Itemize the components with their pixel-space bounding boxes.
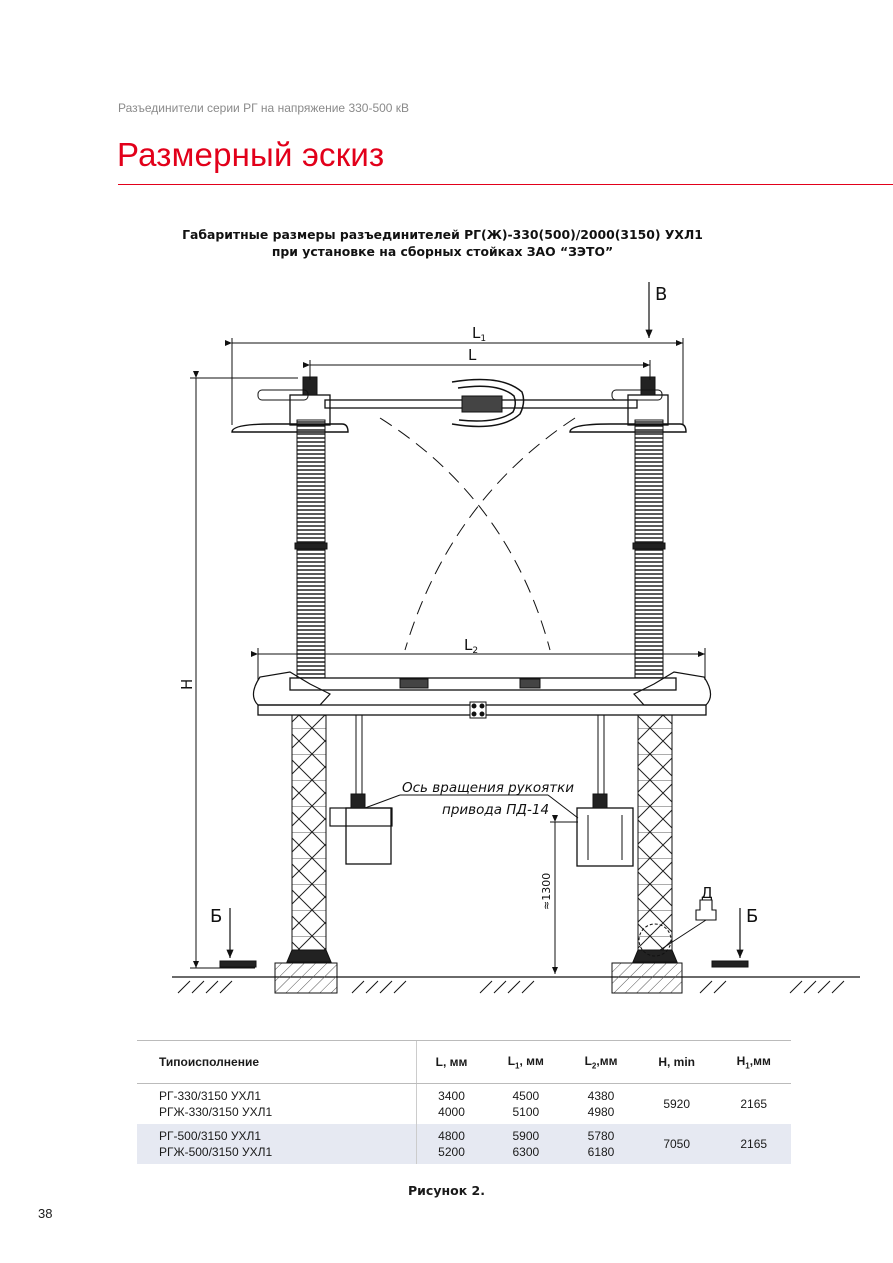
l-cell: 4800 5200 (416, 1124, 486, 1164)
type-cell: РГ-500/3150 УХЛ1 РГЖ-500/3150 УХЛ1 (137, 1124, 416, 1164)
drive-box-left (346, 808, 391, 864)
insulator-left-lower (297, 548, 325, 678)
label-section-left: Б (210, 906, 223, 927)
page-number: 38 (38, 1206, 53, 1221)
label-detail-d: Д (701, 884, 713, 902)
header-type: Типоисполнение (137, 1041, 416, 1084)
l1-cell: 4500 5100 (512, 1089, 540, 1119)
figure-label: Рисунок 2. (408, 1183, 485, 1198)
swing-arc-left (380, 418, 550, 650)
type-cell: РГ-330/3150 УХЛ1 РГЖ-330/3150 УХЛ1 (159, 1089, 273, 1119)
series-header: Разъединители серии РГ на напряжение 330-500 кВ (118, 101, 410, 115)
label-l1: $L_1$ (472, 324, 487, 344)
l2-cell: 5780 6180 (565, 1124, 637, 1164)
central-contact (452, 380, 524, 427)
figure-caption-line2: при установке на сборных стойках ЗАО “ЗЭТО” (271, 244, 614, 259)
axis-note-line1: Ось вращения рукоятки (402, 780, 575, 796)
insulator-right-upper (635, 420, 663, 545)
l2-cell: 4380 4980 (587, 1089, 615, 1119)
header-h-min: H, min (637, 1041, 717, 1084)
l1-cell: 5900 6300 (487, 1124, 566, 1164)
label-l: L (468, 346, 477, 364)
support-column-left (292, 715, 326, 962)
swing-arc-right (405, 418, 575, 650)
header-l1: $L_1$, мм (487, 1041, 566, 1084)
label-l2: $L_2$ (464, 636, 479, 656)
spec-table (137, 1040, 791, 1164)
h1-cell: 2165 (716, 1124, 791, 1164)
header-l: L, мм (416, 1041, 486, 1084)
l-cell: 3400 4000 (416, 1084, 486, 1125)
insulator-right-lower (635, 548, 663, 678)
label-view-b: В (655, 284, 668, 305)
figure-caption-line1: Габаритные размеры разъединителей РГ(Ж)-330(500)/2000(3150) УХЛ1 (182, 227, 703, 242)
table-header-row (137, 1041, 791, 1084)
h1-cell: 2165 (740, 1097, 768, 1111)
table-row (137, 1124, 791, 1164)
h-min-cell: 5920 (663, 1097, 691, 1111)
label-section-right: Б (746, 906, 759, 927)
foundation-left (275, 963, 337, 993)
label-height-1300: ≈1300 (540, 872, 553, 910)
axis-note-line2: привода ПД-14 (442, 802, 550, 818)
header-h1: $H_1,мм$ (716, 1041, 791, 1084)
foundation-right (612, 963, 682, 993)
h-min-cell: 7050 (637, 1124, 717, 1164)
title-divider (118, 184, 893, 185)
insulator-left-upper (297, 420, 325, 545)
drive-box-right (577, 808, 633, 866)
header-l2: $L_2,мм$ (565, 1041, 637, 1084)
label-h: H (178, 678, 196, 690)
support-column-right (638, 715, 672, 962)
table-row (137, 1084, 791, 1125)
page-title: Размерный эскиз (117, 136, 385, 173)
disconnector-drawing (150, 275, 870, 1005)
